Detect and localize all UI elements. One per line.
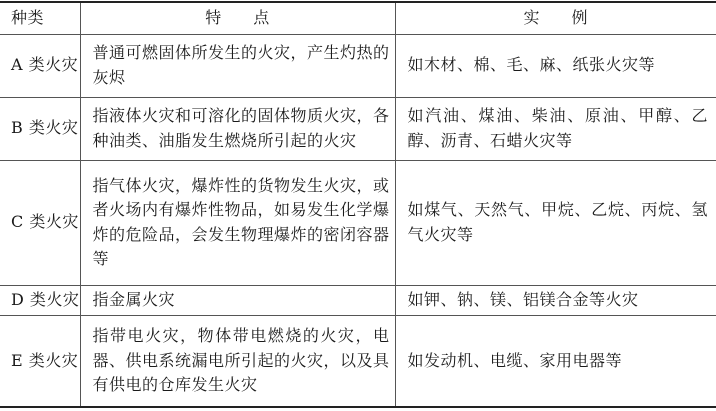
row-category: B 类火灾 <box>0 97 80 160</box>
header-examples: 实 例 <box>395 2 716 34</box>
table-row <box>0 160 716 285</box>
row-feature: 指气体火灾，爆炸性的货物发生火灾，或者火场内有爆炸性物品，如易发生化学爆炸的危险品，会发生物理爆炸的密闭容器等 <box>80 160 395 285</box>
row-example: 如汽油、煤油、柴油、原油、甲醇、乙醇、沥青、石蜡火灾等 <box>395 97 716 160</box>
row-feature: 指金属火灾 <box>80 285 395 315</box>
header-category: 种类 <box>11 8 45 27</box>
row-feature: 普通可燃固体所发生的火灾，产生灼热的灰烬 <box>80 34 395 97</box>
table-header-row <box>0 2 716 34</box>
table-row <box>0 285 716 315</box>
row-category: D 类火灾 <box>0 285 80 315</box>
row-category: E 类火灾 <box>0 315 80 407</box>
row-example: 如发动机、电缆、家用电器等 <box>395 315 716 407</box>
table-row <box>0 315 716 407</box>
fire-classification-table <box>0 1 716 408</box>
table-row <box>0 34 716 97</box>
table-row <box>0 97 716 160</box>
header-features: 特 点 <box>80 2 395 34</box>
row-example: 如钾、钠、镁、铝镁合金等火灾 <box>395 285 716 315</box>
row-example: 如木材、棉、毛、麻、纸张火灾等 <box>395 34 716 97</box>
row-category: C 类火灾 <box>0 160 80 285</box>
row-example: 如煤气、天然气、甲烷、乙烷、丙烷、氢气火灾等 <box>395 160 716 285</box>
row-feature: 指液体火灾和可溶化的固体物质火灾，各种油类、油脂发生燃烧所引起的火灾 <box>80 97 395 160</box>
row-feature: 指带电火灾，物体带电燃烧的火灾，电器、供电系统漏电所引起的火灾，以及具有供电的仓库发生火灾 <box>80 315 395 407</box>
row-category: A 类火灾 <box>0 34 80 97</box>
